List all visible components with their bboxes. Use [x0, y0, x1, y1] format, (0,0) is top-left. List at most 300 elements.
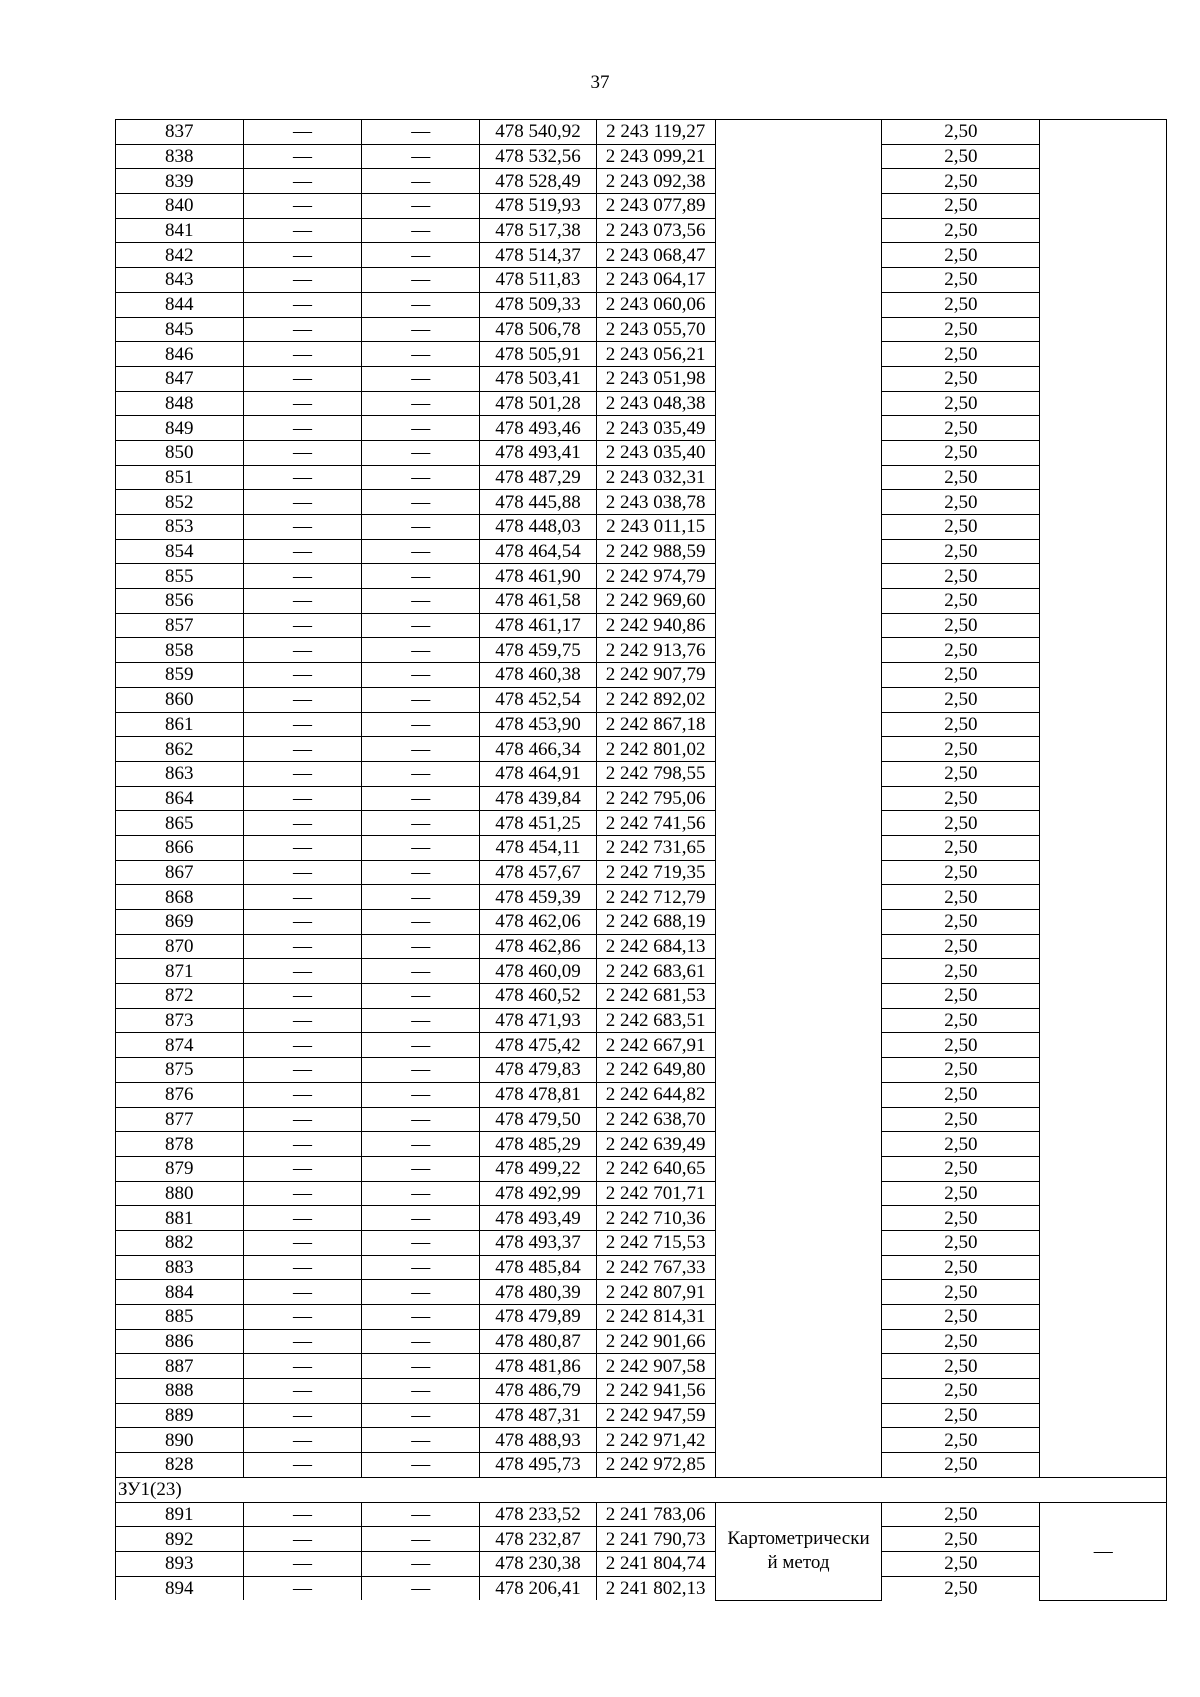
- accuracy-cell: 2,50: [882, 539, 1040, 564]
- y-coordinate-cell: 2 242 798,55: [596, 761, 715, 786]
- dash-cell: —: [362, 1058, 480, 1083]
- dash-cell: —: [243, 613, 362, 638]
- y-coordinate-cell: 2 243 055,70: [596, 317, 715, 342]
- table-row: [116, 761, 1167, 786]
- dash-cell: —: [362, 1354, 480, 1379]
- accuracy-cell: 2,50: [882, 1082, 1040, 1107]
- dash-cell: —: [362, 1329, 480, 1354]
- dash-cell: —: [362, 515, 480, 540]
- x-coordinate-cell: 478 479,89: [480, 1305, 597, 1330]
- dash-cell: —: [243, 1527, 362, 1552]
- y-coordinate-cell: 2 242 807,91: [596, 1280, 715, 1305]
- point-number-cell: 871: [116, 959, 244, 984]
- dash-cell: —: [243, 687, 362, 712]
- dash-cell: —: [243, 268, 362, 293]
- accuracy-cell: 2,50: [882, 1527, 1040, 1552]
- table-row: [116, 1255, 1167, 1280]
- accuracy-cell: 2,50: [882, 292, 1040, 317]
- point-number-cell: 891: [116, 1502, 244, 1527]
- method-text-line1: Картометрически: [727, 1528, 870, 1550]
- y-coordinate-cell: 2 242 683,61: [596, 959, 715, 984]
- y-coordinate-cell: 2 242 972,85: [596, 1453, 715, 1478]
- y-coordinate-cell: 2 242 947,59: [596, 1403, 715, 1428]
- dash-cell: —: [362, 910, 480, 935]
- table-row: [116, 218, 1167, 243]
- accuracy-cell: 2,50: [882, 169, 1040, 194]
- dash-cell: —: [243, 391, 362, 416]
- x-coordinate-cell: 478 461,58: [480, 589, 597, 614]
- dash-cell: —: [362, 811, 480, 836]
- x-coordinate-cell: 478 445,88: [480, 490, 597, 515]
- x-coordinate-cell: 478 462,06: [480, 910, 597, 935]
- y-coordinate-cell: 2 241 804,74: [596, 1551, 715, 1576]
- y-coordinate-cell: 2 242 901,66: [596, 1329, 715, 1354]
- accuracy-cell: 2,50: [882, 1230, 1040, 1255]
- dash-cell: —: [362, 1502, 480, 1527]
- point-number-cell: 857: [116, 613, 244, 638]
- dash-cell: —: [362, 342, 480, 367]
- table-row: [116, 1033, 1167, 1058]
- dash-cell: —: [243, 1181, 362, 1206]
- x-coordinate-cell: 478 479,50: [480, 1107, 597, 1132]
- y-coordinate-cell: 2 242 814,31: [596, 1305, 715, 1330]
- point-number-cell: 858: [116, 638, 244, 663]
- y-coordinate-cell: 2 242 795,06: [596, 786, 715, 811]
- dash-cell: —: [243, 885, 362, 910]
- dash-cell: —: [243, 589, 362, 614]
- dash-cell: —: [362, 1033, 480, 1058]
- accuracy-cell: 2,50: [882, 564, 1040, 589]
- point-number-cell: 894: [116, 1576, 244, 1600]
- point-number-cell: 879: [116, 1156, 244, 1181]
- y-coordinate-cell: 2 242 907,79: [596, 663, 715, 688]
- dash-cell: —: [362, 860, 480, 885]
- point-number-cell: 837: [116, 120, 244, 145]
- dash-cell: —: [243, 638, 362, 663]
- x-coordinate-cell: 478 475,42: [480, 1033, 597, 1058]
- y-coordinate-cell: 2 243 056,21: [596, 342, 715, 367]
- accuracy-cell: 2,50: [882, 515, 1040, 540]
- x-coordinate-cell: 478 452,54: [480, 687, 597, 712]
- x-coordinate-cell: 478 232,87: [480, 1527, 597, 1552]
- accuracy-cell: 2,50: [882, 391, 1040, 416]
- y-coordinate-cell: 2 243 064,17: [596, 268, 715, 293]
- table-row: [116, 737, 1167, 762]
- x-coordinate-cell: 478 532,56: [480, 144, 597, 169]
- point-number-cell: 886: [116, 1329, 244, 1354]
- point-number-cell: 840: [116, 194, 244, 219]
- y-coordinate-cell: 2 243 068,47: [596, 243, 715, 268]
- table-row: [116, 564, 1167, 589]
- y-coordinate-cell: 2 242 640,65: [596, 1156, 715, 1181]
- accuracy-cell: 2,50: [882, 1576, 1040, 1600]
- point-number-cell: 848: [116, 391, 244, 416]
- dash-cell: —: [243, 1156, 362, 1181]
- table-row: [116, 465, 1167, 490]
- point-number-cell: 862: [116, 737, 244, 762]
- y-coordinate-cell: 2 242 971,42: [596, 1428, 715, 1453]
- table-row: [116, 934, 1167, 959]
- table-row: [116, 490, 1167, 515]
- x-coordinate-cell: 478 540,92: [480, 120, 597, 145]
- accuracy-cell: 2,50: [882, 959, 1040, 984]
- point-number-cell: 875: [116, 1058, 244, 1083]
- y-coordinate-cell: 2 242 741,56: [596, 811, 715, 836]
- x-coordinate-cell: 478 505,91: [480, 342, 597, 367]
- accuracy-cell: 2,50: [882, 737, 1040, 762]
- point-number-cell: 854: [116, 539, 244, 564]
- section-label: ЗУ1(23): [116, 1477, 1167, 1502]
- dash-cell: —: [243, 1255, 362, 1280]
- y-coordinate-cell: 2 242 940,86: [596, 613, 715, 638]
- accuracy-cell: 2,50: [882, 465, 1040, 490]
- dash-cell: —: [362, 317, 480, 342]
- note-cell: —: [1040, 1502, 1167, 1600]
- x-coordinate-cell: 478 495,73: [480, 1453, 597, 1478]
- y-coordinate-cell: 2 243 051,98: [596, 366, 715, 391]
- table-row: [116, 366, 1167, 391]
- dash-cell: —: [243, 218, 362, 243]
- point-number-cell: 882: [116, 1230, 244, 1255]
- accuracy-cell: 2,50: [882, 1008, 1040, 1033]
- x-coordinate-cell: 478 460,52: [480, 984, 597, 1009]
- dash-cell: —: [362, 194, 480, 219]
- dash-cell: —: [243, 243, 362, 268]
- point-number-cell: 846: [116, 342, 244, 367]
- dash-cell: —: [243, 194, 362, 219]
- accuracy-cell: 2,50: [882, 1329, 1040, 1354]
- table-row: [116, 811, 1167, 836]
- y-coordinate-cell: 2 242 688,19: [596, 910, 715, 935]
- table-row: [116, 835, 1167, 860]
- x-coordinate-cell: 478 517,38: [480, 218, 597, 243]
- x-coordinate-cell: 478 459,75: [480, 638, 597, 663]
- method-text-line2: й метод: [767, 1552, 830, 1574]
- table-row: [116, 1107, 1167, 1132]
- table-row: [116, 1181, 1167, 1206]
- point-number-cell: 873: [116, 1008, 244, 1033]
- point-number-cell: 865: [116, 811, 244, 836]
- y-coordinate-cell: 2 242 801,02: [596, 737, 715, 762]
- point-number-cell: 874: [116, 1033, 244, 1058]
- dash-cell: —: [362, 1379, 480, 1404]
- accuracy-cell: 2,50: [882, 1156, 1040, 1181]
- y-coordinate-cell: 2 242 701,71: [596, 1181, 715, 1206]
- x-coordinate-cell: 478 492,99: [480, 1181, 597, 1206]
- accuracy-cell: 2,50: [882, 712, 1040, 737]
- x-coordinate-cell: 478 480,39: [480, 1280, 597, 1305]
- dash-cell: —: [362, 416, 480, 441]
- dash-cell: —: [243, 342, 362, 367]
- x-coordinate-cell: 478 493,37: [480, 1230, 597, 1255]
- x-coordinate-cell: 478 488,93: [480, 1428, 597, 1453]
- table-row: [116, 910, 1167, 935]
- x-coordinate-cell: 478 499,22: [480, 1156, 597, 1181]
- accuracy-cell: 2,50: [882, 811, 1040, 836]
- x-coordinate-cell: 478 464,91: [480, 761, 597, 786]
- dash-cell: —: [362, 589, 480, 614]
- x-coordinate-cell: 478 487,29: [480, 465, 597, 490]
- dash-cell: —: [243, 1280, 362, 1305]
- table-row: [116, 613, 1167, 638]
- point-number-cell: 842: [116, 243, 244, 268]
- dash-cell: —: [362, 292, 480, 317]
- table-row: [116, 1156, 1167, 1181]
- dash-cell: —: [362, 169, 480, 194]
- point-number-cell: 859: [116, 663, 244, 688]
- table-row: [116, 786, 1167, 811]
- point-number-cell: 870: [116, 934, 244, 959]
- x-coordinate-cell: 478 454,11: [480, 835, 597, 860]
- point-number-cell: 876: [116, 1082, 244, 1107]
- accuracy-cell: 2,50: [882, 1305, 1040, 1330]
- y-coordinate-cell: 2 242 892,02: [596, 687, 715, 712]
- note-cell: [1040, 120, 1167, 1478]
- y-coordinate-cell: 2 243 092,38: [596, 169, 715, 194]
- point-number-cell: 888: [116, 1379, 244, 1404]
- table-row: [116, 663, 1167, 688]
- dash-cell: —: [362, 539, 480, 564]
- table-row: [116, 539, 1167, 564]
- x-coordinate-cell: 478 519,93: [480, 194, 597, 219]
- table-row: [116, 317, 1167, 342]
- table-row: [116, 416, 1167, 441]
- y-coordinate-cell: 2 243 073,56: [596, 218, 715, 243]
- y-coordinate-cell: 2 242 731,65: [596, 835, 715, 860]
- point-number-cell: 843: [116, 268, 244, 293]
- dash-cell: —: [362, 1576, 480, 1600]
- accuracy-cell: 2,50: [882, 218, 1040, 243]
- point-number-cell: 838: [116, 144, 244, 169]
- accuracy-cell: 2,50: [882, 1033, 1040, 1058]
- accuracy-cell: 2,50: [882, 786, 1040, 811]
- accuracy-cell: 2,50: [882, 144, 1040, 169]
- point-number-cell: 868: [116, 885, 244, 910]
- dash-cell: —: [362, 1156, 480, 1181]
- accuracy-cell: 2,50: [882, 1428, 1040, 1453]
- dash-cell: —: [243, 144, 362, 169]
- dash-cell: —: [243, 1502, 362, 1527]
- x-coordinate-cell: 478 493,46: [480, 416, 597, 441]
- y-coordinate-cell: 2 243 032,31: [596, 465, 715, 490]
- dash-cell: —: [243, 1230, 362, 1255]
- point-number-cell: 864: [116, 786, 244, 811]
- x-coordinate-cell: 478 493,49: [480, 1206, 597, 1231]
- dash-cell: —: [243, 1403, 362, 1428]
- dash-cell: —: [243, 1453, 362, 1478]
- accuracy-cell: 2,50: [882, 1453, 1040, 1478]
- table-row: [116, 1082, 1167, 1107]
- dash-cell: —: [362, 1403, 480, 1428]
- accuracy-cell: 2,50: [882, 1206, 1040, 1231]
- table-row: [116, 342, 1167, 367]
- point-number-cell: 880: [116, 1181, 244, 1206]
- dash-cell: —: [243, 564, 362, 589]
- table-row: [116, 1305, 1167, 1330]
- y-coordinate-cell: 2 242 969,60: [596, 589, 715, 614]
- point-number-cell: 877: [116, 1107, 244, 1132]
- table-row: [116, 1502, 1167, 1527]
- dash-cell: —: [243, 292, 362, 317]
- dash-cell: —: [362, 1428, 480, 1453]
- dash-cell: —: [243, 1033, 362, 1058]
- y-coordinate-cell: 2 243 035,40: [596, 440, 715, 465]
- dash-cell: —: [243, 663, 362, 688]
- accuracy-cell: 2,50: [882, 342, 1040, 367]
- dash-cell: —: [243, 515, 362, 540]
- point-number-cell: 845: [116, 317, 244, 342]
- accuracy-cell: 2,50: [882, 934, 1040, 959]
- point-number-cell: 866: [116, 835, 244, 860]
- table-row: [116, 1453, 1167, 1478]
- point-number-cell: 847: [116, 366, 244, 391]
- point-number-cell: 863: [116, 761, 244, 786]
- dash-cell: —: [362, 613, 480, 638]
- page-number: 37: [590, 72, 610, 93]
- y-coordinate-cell: 2 243 038,78: [596, 490, 715, 515]
- dash-cell: —: [362, 1551, 480, 1576]
- x-coordinate-cell: 478 485,29: [480, 1132, 597, 1157]
- accuracy-cell: 2,50: [882, 194, 1040, 219]
- dash-cell: —: [362, 243, 480, 268]
- y-coordinate-cell: 2 242 681,53: [596, 984, 715, 1009]
- point-number-cell: 861: [116, 712, 244, 737]
- dash-cell: —: [362, 712, 480, 737]
- dash-cell: —: [362, 120, 480, 145]
- dash-cell: —: [243, 1428, 362, 1453]
- x-coordinate-cell: 478 230,38: [480, 1551, 597, 1576]
- y-coordinate-cell: 2 243 048,38: [596, 391, 715, 416]
- x-coordinate-cell: 478 459,39: [480, 885, 597, 910]
- dash-cell: —: [362, 786, 480, 811]
- table-row: [116, 687, 1167, 712]
- dash-cell: —: [362, 490, 480, 515]
- x-coordinate-cell: 478 493,41: [480, 440, 597, 465]
- point-number-cell: 867: [116, 860, 244, 885]
- x-coordinate-cell: 478 511,83: [480, 268, 597, 293]
- dash-cell: —: [362, 1008, 480, 1033]
- x-coordinate-cell: 478 451,25: [480, 811, 597, 836]
- y-coordinate-cell: 2 242 712,79: [596, 885, 715, 910]
- dash-cell: —: [362, 1230, 480, 1255]
- table-row: [116, 712, 1167, 737]
- dash-cell: —: [243, 366, 362, 391]
- y-coordinate-cell: 2 242 767,33: [596, 1255, 715, 1280]
- coordinates-table-body: [116, 120, 1167, 1601]
- point-number-cell: 892: [116, 1527, 244, 1552]
- dash-cell: —: [243, 786, 362, 811]
- y-coordinate-cell: 2 242 913,76: [596, 638, 715, 663]
- dash-cell: —: [362, 638, 480, 663]
- table-row: [116, 120, 1167, 145]
- table-row: [116, 268, 1167, 293]
- dash-cell: —: [243, 1379, 362, 1404]
- point-number-cell: 856: [116, 589, 244, 614]
- x-coordinate-cell: 478 460,38: [480, 663, 597, 688]
- table-row: [116, 1576, 1167, 1600]
- dash-cell: —: [362, 1453, 480, 1478]
- x-coordinate-cell: 478 509,33: [480, 292, 597, 317]
- x-coordinate-cell: 478 462,86: [480, 934, 597, 959]
- point-number-cell: 890: [116, 1428, 244, 1453]
- dash-cell: —: [243, 416, 362, 441]
- y-coordinate-cell: 2 243 119,27: [596, 120, 715, 145]
- y-coordinate-cell: 2 243 035,49: [596, 416, 715, 441]
- dash-cell: —: [243, 860, 362, 885]
- dash-cell: —: [243, 1082, 362, 1107]
- dash-cell: —: [362, 391, 480, 416]
- table-row: [116, 1280, 1167, 1305]
- accuracy-cell: 2,50: [882, 761, 1040, 786]
- table-row: [116, 1551, 1167, 1576]
- dash-cell: —: [243, 811, 362, 836]
- x-coordinate-cell: 478 461,90: [480, 564, 597, 589]
- point-number-cell: 852: [116, 490, 244, 515]
- dash-cell: —: [243, 120, 362, 145]
- dash-cell: —: [362, 835, 480, 860]
- x-coordinate-cell: 478 233,52: [480, 1502, 597, 1527]
- dash-cell: —: [362, 885, 480, 910]
- point-number-cell: 881: [116, 1206, 244, 1231]
- accuracy-cell: 2,50: [882, 1379, 1040, 1404]
- y-coordinate-cell: 2 243 077,89: [596, 194, 715, 219]
- y-coordinate-cell: 2 242 715,53: [596, 1230, 715, 1255]
- accuracy-cell: 2,50: [882, 910, 1040, 935]
- table-row: [116, 1008, 1167, 1033]
- y-coordinate-cell: 2 242 710,36: [596, 1206, 715, 1231]
- dash-cell: —: [362, 687, 480, 712]
- point-number-cell: 869: [116, 910, 244, 935]
- point-number-cell: 851: [116, 465, 244, 490]
- dash-cell: —: [243, 737, 362, 762]
- table-row: [116, 169, 1167, 194]
- dash-cell: —: [243, 761, 362, 786]
- accuracy-cell: 2,50: [882, 1107, 1040, 1132]
- y-coordinate-cell: 2 243 011,15: [596, 515, 715, 540]
- table-row: [116, 860, 1167, 885]
- dash-cell: —: [243, 984, 362, 1009]
- dash-cell: —: [243, 1354, 362, 1379]
- dash-cell: —: [243, 1305, 362, 1330]
- point-number-cell: 828: [116, 1453, 244, 1478]
- point-number-cell: 860: [116, 687, 244, 712]
- table-row: [116, 515, 1167, 540]
- dash-cell: —: [243, 1551, 362, 1576]
- y-coordinate-cell: 2 242 644,82: [596, 1082, 715, 1107]
- dash-cell: —: [362, 564, 480, 589]
- point-number-cell: 839: [116, 169, 244, 194]
- dash-cell: —: [362, 663, 480, 688]
- x-coordinate-cell: 478 471,93: [480, 1008, 597, 1033]
- point-number-cell: 850: [116, 440, 244, 465]
- accuracy-cell: 2,50: [882, 1502, 1040, 1527]
- dash-cell: —: [362, 1132, 480, 1157]
- table-row: [116, 1132, 1167, 1157]
- table-row: [116, 1206, 1167, 1231]
- y-coordinate-cell: 2 241 802,13: [596, 1576, 715, 1600]
- accuracy-cell: 2,50: [882, 366, 1040, 391]
- method-cell: [715, 1502, 882, 1600]
- x-coordinate-cell: 478 506,78: [480, 317, 597, 342]
- dash-cell: —: [243, 934, 362, 959]
- y-coordinate-cell: 2 241 790,73: [596, 1527, 715, 1552]
- table-row: [116, 1379, 1167, 1404]
- x-coordinate-cell: 478 478,81: [480, 1082, 597, 1107]
- accuracy-cell: 2,50: [882, 317, 1040, 342]
- y-coordinate-cell: 2 242 684,13: [596, 934, 715, 959]
- table-row: [116, 1428, 1167, 1453]
- table-row: [116, 1329, 1167, 1354]
